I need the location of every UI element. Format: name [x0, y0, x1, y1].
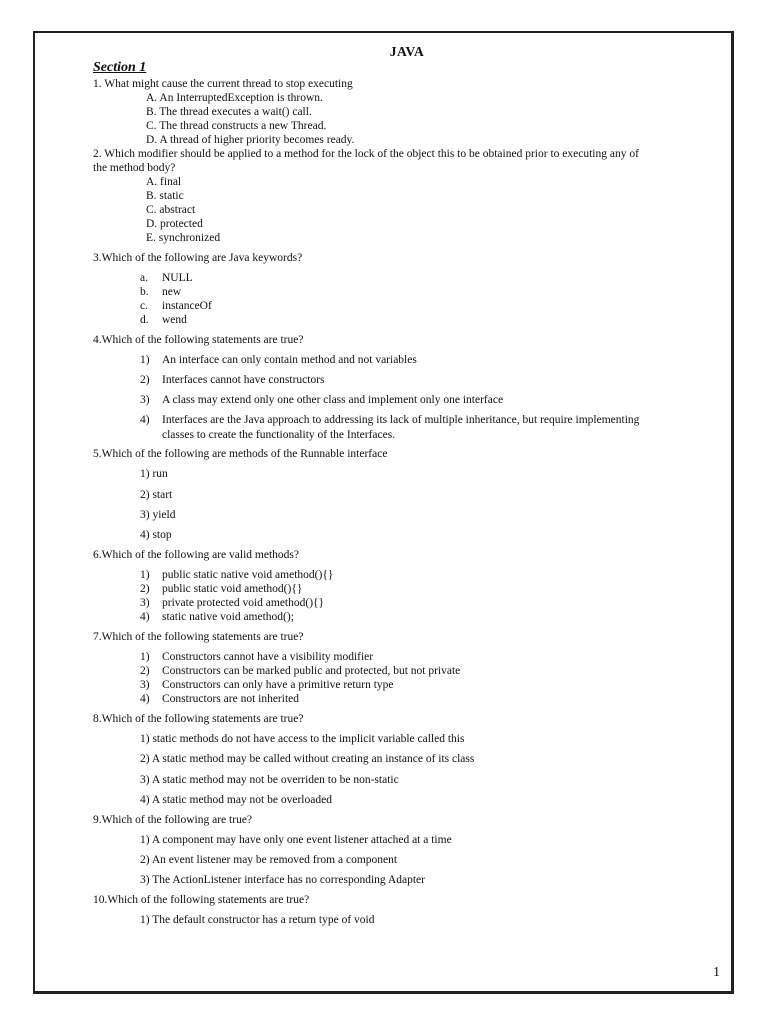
q6-option: private protected void amethod(){}	[162, 597, 325, 609]
q6-option: static native void amethod();	[162, 611, 294, 623]
q2-option: E. synchronized	[146, 232, 221, 244]
q6-option: public static void amethod(){}	[162, 583, 303, 595]
document-title: JAVA	[389, 44, 425, 59]
q9-option: 1) A component may have only one event listener attached at a time	[140, 834, 452, 846]
q7-option-marker: 1)	[140, 651, 150, 663]
q3-option: wend	[162, 314, 187, 326]
q4-option: Interfaces cannot have constructors	[162, 374, 325, 386]
q5-option: 4) stop	[140, 529, 172, 541]
q6-option-marker: 2)	[140, 583, 150, 595]
q3-option: NULL	[162, 272, 193, 284]
q9-option: 3) The ActionListener interface has no corresponding Adapter	[140, 874, 425, 886]
q4-option-continued: classes to create the functionality of the Interfaces.	[162, 429, 396, 441]
question-2: 2. Which modifier should be applied to a method for the lock of the object this to be obtained prior to executing any of	[93, 148, 639, 160]
q5-option: 3) yield	[140, 509, 176, 521]
q4-option: An interface can only contain method and not variables	[162, 354, 417, 366]
q2-option: C. abstract	[146, 204, 196, 216]
section-heading: Section 1	[93, 60, 147, 75]
q3-option: new	[162, 286, 182, 298]
q6-option-marker: 3)	[140, 597, 150, 609]
question-2-continued: the method body?	[93, 162, 176, 174]
q5-option: 1) run	[140, 468, 168, 480]
q3-option-marker: b.	[140, 286, 149, 298]
page-number: 1	[713, 965, 720, 980]
q2-option: A. final	[146, 176, 182, 188]
q6-option: public static native void amethod(){}	[162, 569, 334, 581]
q2-option: D. protected	[146, 218, 203, 230]
q1-option: C. The thread constructs a new Thread.	[146, 120, 327, 132]
q3-option-marker: c.	[140, 300, 148, 312]
q7-option: Constructors cannot have a visibility modifier	[162, 651, 374, 663]
q7-option: Constructors can only have a primitive return type	[162, 679, 394, 691]
q7-option-marker: 3)	[140, 679, 150, 691]
question-3: 3.Which of the following are Java keywords?	[93, 252, 303, 264]
q7-option-marker: 4)	[140, 693, 150, 705]
q8-option: 2) A static method may be called without creating an instance of its class	[140, 753, 475, 765]
question-8: 8.Which of the following statements are true?	[93, 713, 304, 725]
q9-option: 2) An event listener may be removed from a component	[140, 854, 398, 866]
q8-option: 4) A static method may not be overloaded	[140, 794, 332, 806]
q6-option-marker: 4)	[140, 611, 150, 623]
q2-option: B. static	[146, 190, 184, 202]
q7-option: Constructors can be marked public and protected, but not private	[162, 665, 461, 677]
q1-option: A. An InterruptedException is thrown.	[146, 92, 323, 104]
q6-option-marker: 1)	[140, 569, 150, 581]
q8-option: 1) static methods do not have access to the implicit variable called this	[140, 733, 465, 745]
question-4: 4.Which of the following statements are true?	[93, 334, 304, 346]
q10-option: 1) The default constructor has a return type of void	[140, 914, 375, 926]
question-7: 7.Which of the following statements are true?	[93, 631, 304, 643]
q4-option-marker: 2)	[140, 374, 150, 386]
q1-option: B. The thread executes a wait() call.	[146, 106, 312, 118]
q4-option-marker: 4)	[140, 414, 150, 426]
question-1: 1. What might cause the current thread to stop executing	[93, 78, 353, 90]
q4-option: Interfaces are the Java approach to addressing its lack of multiple inheritance, but require implementing	[162, 414, 640, 426]
q3-option: instanceOf	[162, 300, 212, 312]
question-6: 6.Which of the following are valid methods?	[93, 549, 299, 561]
q1-option: D. A thread of higher priority becomes ready.	[146, 134, 355, 146]
q5-option: 2) start	[140, 489, 173, 501]
question-10: 10.Which of the following statements are true?	[93, 894, 310, 906]
q7-option: Constructors are not inherited	[162, 693, 300, 705]
q4-option-marker: 1)	[140, 354, 150, 366]
q3-option-marker: d.	[140, 314, 149, 326]
q4-option-marker: 3)	[140, 394, 150, 406]
question-9: 9.Which of the following are true?	[93, 814, 253, 826]
q8-option: 3) A static method may not be overriden to be non-static	[140, 774, 399, 786]
q3-option-marker: a.	[140, 272, 148, 284]
q7-option-marker: 2)	[140, 665, 150, 677]
q4-option: A class may extend only one other class and implement only one interface	[162, 394, 504, 406]
question-5: 5.Which of the following are methods of the Runnable interface	[93, 448, 388, 460]
